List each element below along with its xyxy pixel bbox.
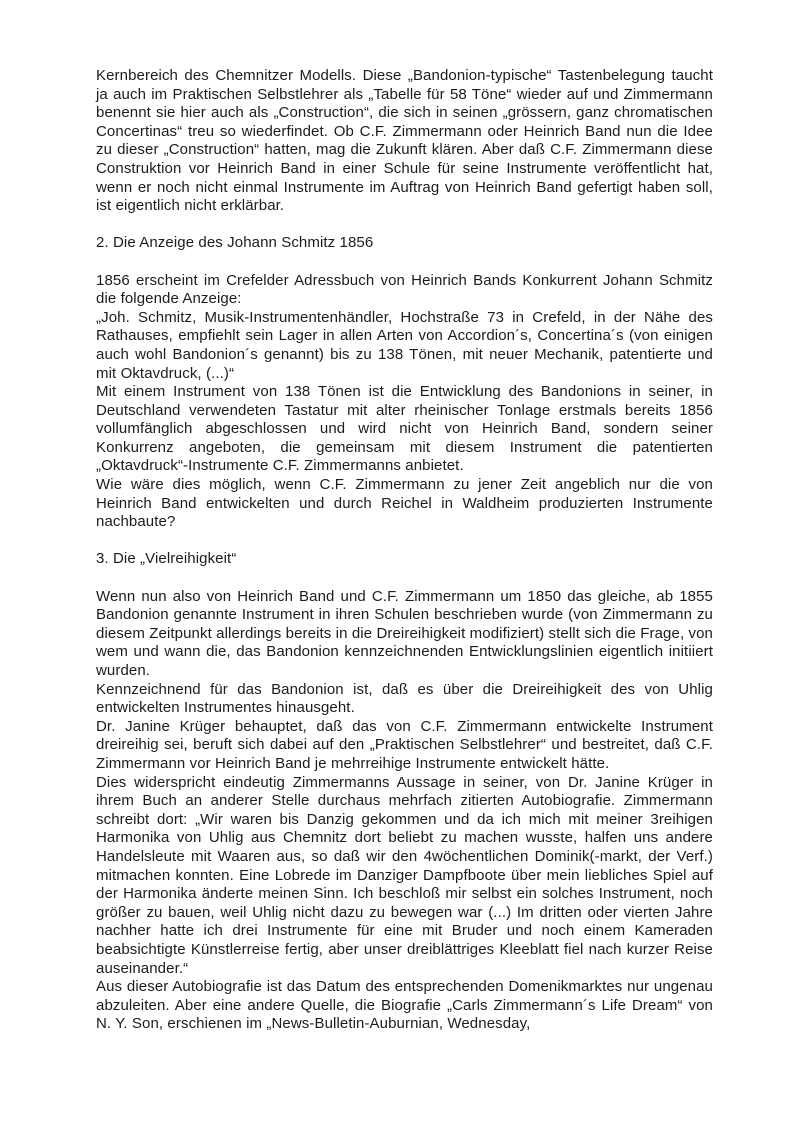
section-heading: 3. Die „Vielreihigkeit“ (96, 550, 237, 568)
paragraph: Dies widerspricht eindeutig Zimmermanns Aussage in seiner, von Dr. Janine Krüger in ihrem Buch an anderer Stelle durchaus mehrfach zitierten Autobiografie. Zimmermann schreibt dort: „Wir waren bis Danzig gekommen und da ich mich mit meiner 3reihigen Harmonika von Uhlig aus Chemnitz dort beliebt zu machen wusste, halfen uns andere Handelsleute mit Waaren aus, so daß wir den 4wöchentlichen Dominik(-markt, der Verf.) mitmachen konnten. Eine Lobrede im Danziger Dampfboote über mein liebliches Spiel auf der Harmonika änderte meinen Sinn. Ich beschloß mir selbst ein solches Instrument, noch größer zu bauen, weil Uhlig nicht dazu zu bewegen war (...) Im dritten oder vierten Jahre nachher hatte ich drei Instrumente für eine mit Bruder und noch einem Kameraden beabsichtigte Künstlerreise fertig, aber unser dreiblättriges Kleeblatt fiel nach kurzer Reise auseinander.“ (96, 773, 713, 977)
paragraph: Wie wäre dies möglich, wenn C.F. Zimmermann zu jener Zeit angeblich nur die von Heinrich Band entwickelten und durch Reichel in Waldheim produzierten Instrumente nachbaute? (96, 476, 713, 531)
paragraph: Dr. Janine Krüger behauptet, daß das von C.F. Zimmermann entwickelte Instrument dreireihig sei, beruft sich dabei auf den „Praktischen Selbstlehrer“ und bestreitet, daß C.F. Zimmermann vor Heinrich Band je mehrreihige Instrumente entwickelt hätte. (96, 717, 713, 772)
section-heading: 2. Die Anzeige des Johann Schmitz 1856 (96, 234, 374, 252)
document-body (96, 67, 713, 1034)
paragraph: Wenn nun also von Heinrich Band und C.F. Zimmermann um 1850 das gleiche, ab 1855 Bandonion genannte Instrument in ihren Schulen beschrieben wurde (von Zimmermann zu diesem Zeitpunkt allerdings bereits in die Dreireihigkeit modifiziert) stellt sich die Frage, von wem und wann die, das Bandonion kennzeichnenden Entwicklungslinien eigentlich initiiert wurden. (96, 587, 713, 679)
paragraph: Kernbereich des Chemnitzer Modells. Diese „Bandonion-typische“ Tastenbelegung taucht ja auch im Praktischen Selbstlehrer als „Tabelle für 58 Töne“ wieder auf und Zimmermann benennt sie hier auch als „Construction“, die sich in seinen „grössern, ganz chromatischen Concertinas“ treu so wiederfindet. Ob C.F. Zimmermann oder Heinrich Band nun die Idee zu dieser „Construction“ hatten, mag die Zukunft klären. Aber daß C.F. Zimmermann diese Construktion vor Heinrich Band in einer Schule für seine Instrumente veröffentlicht hat, wenn er noch nicht einmal Instrumente im Auftrag von Heinrich Band gefertigt haben soll, ist eigentlich nicht erklärbar. (96, 67, 713, 215)
paragraph: 1856 erscheint im Crefelder Adressbuch von Heinrich Bands Konkurrent Johann Schmitz die folgende Anzeige: (96, 271, 713, 308)
paragraph: Aus dieser Autobiografie ist das Datum des entsprechenden Domenikmarktes nur ungenau abzuleiten. Aber eine andere Quelle, die Biografie „Carls Zimmermann´s Life Dream“ von N. Y. Son, erschienen im „News-Bulletin-Auburnian, Wednesday, (96, 978, 713, 1033)
paragraph: Kennzeichnend für das Bandonion ist, daß es über die Dreireihigkeit des von Uhlig entwickelten Instrumentes hinausgeht. (96, 680, 713, 717)
paragraph: „Joh. Schmitz, Musik-Instrumentenhändler, Hochstraße 73 in Crefeld, in der Nähe des Rathauses, empfiehlt sein Lager in allen Arten von Accordion´s, Concertina´s (von einigen auch wohl Bandonion´s genannt) bis zu 138 Tönen, mit neuer Mechanik, patentierte und mit Oktavdruck, (...)“ (96, 308, 713, 382)
paragraph: Mit einem Instrument von 138 Tönen ist die Entwicklung des Bandonions in seiner, in Deutschland verwendeten Tastatur mit alter rheinischer Tonlage erstmals bereits 1856 vollumfänglich abgeschlossen und wird nicht von Heinrich Band, sondern seiner Konkurrenz angeboten, die gemeinsam mit diesem Instrument die patentierten „Oktavdruck“-Instrumente C.F. Zimmermanns anbietet. (96, 383, 713, 475)
